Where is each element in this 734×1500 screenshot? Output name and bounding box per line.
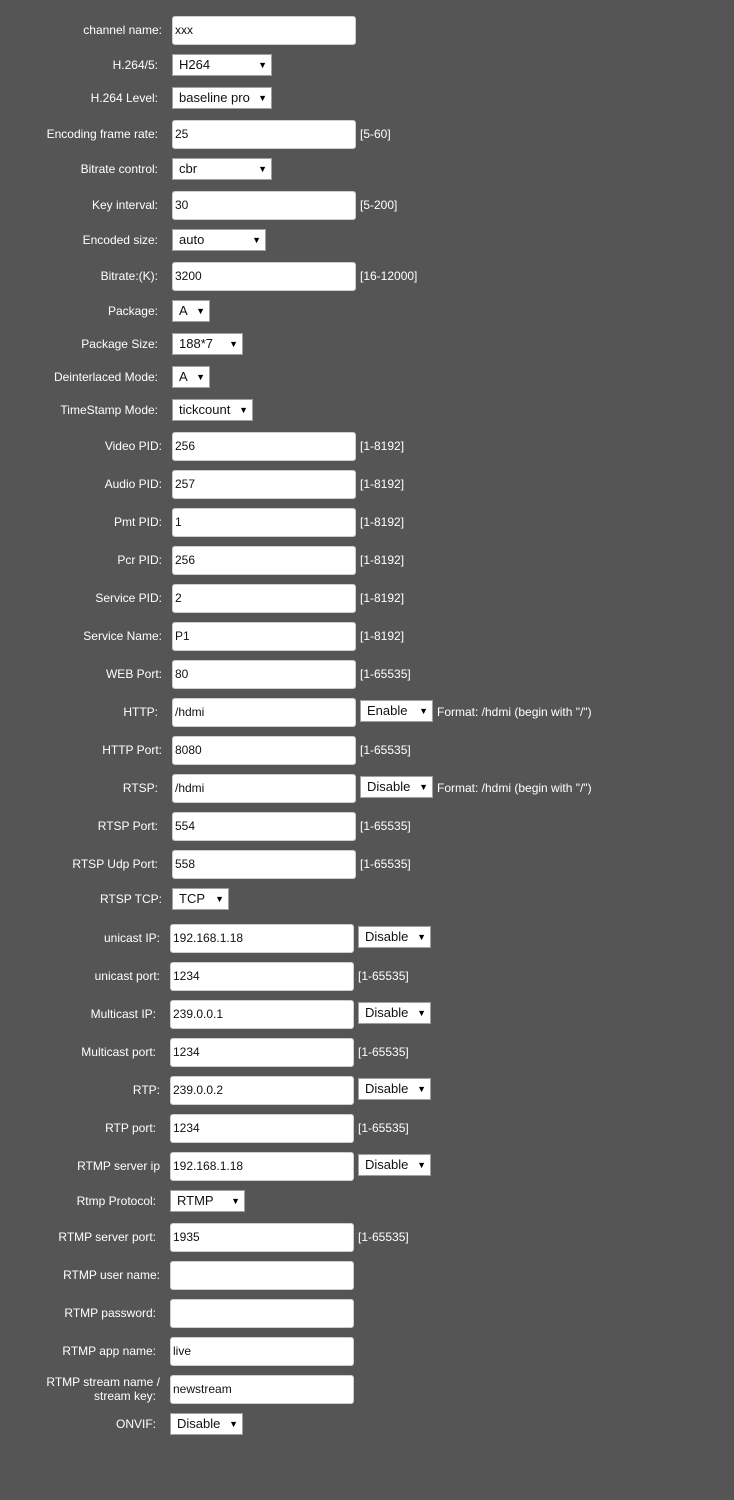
rtmp-protocol-select[interactable] bbox=[170, 1190, 245, 1212]
http-path-input[interactable]: /hdmi bbox=[172, 698, 356, 727]
unicast-port-label: unicast port: bbox=[94, 969, 160, 983]
dropdown-arrow-icon: ▼ bbox=[215, 894, 224, 904]
rtsp-udp-port-label: RTSP Udp Port: bbox=[72, 857, 158, 871]
encoding-frame-rate-label: Encoding frame rate: bbox=[46, 127, 158, 141]
bitrate-label: Bitrate:(K): bbox=[100, 269, 158, 283]
rtsp-tcp-select[interactable] bbox=[172, 888, 229, 910]
dropdown-arrow-icon: ▼ bbox=[229, 1419, 238, 1429]
h264-level-label: H.264 Level: bbox=[90, 91, 158, 105]
timestamp-mode-selected: tickcount bbox=[179, 402, 231, 417]
dropdown-arrow-icon: ▼ bbox=[239, 405, 248, 415]
pcr-pid-input[interactable]: 256 bbox=[172, 546, 356, 575]
encoded-size-selected: auto bbox=[179, 232, 205, 247]
multicast-ip-input[interactable]: 239.0.0.1 bbox=[170, 1000, 354, 1029]
audio-pid-input[interactable]: 257 bbox=[172, 470, 356, 499]
dropdown-arrow-icon: ▼ bbox=[196, 372, 205, 382]
dropdown-arrow-icon: ▼ bbox=[196, 306, 205, 316]
rtmp-protocol-label: Rtmp Protocol: bbox=[76, 1194, 156, 1208]
key-interval-range: [5-200] bbox=[360, 198, 398, 212]
dropdown-arrow-icon: ▼ bbox=[258, 93, 267, 103]
dropdown-arrow-icon: ▼ bbox=[258, 60, 267, 70]
key-interval-input[interactable]: 30 bbox=[172, 191, 356, 220]
audio-pid-range: [1-8192] bbox=[360, 477, 405, 491]
h264-level-select[interactable] bbox=[172, 87, 272, 109]
dropdown-arrow-icon: ▼ bbox=[419, 706, 428, 716]
dropdown-arrow-icon: ▼ bbox=[231, 1196, 240, 1206]
rtsp-tcp-selected: TCP bbox=[179, 891, 205, 906]
rtsp-format-hint: Format: /hdmi (begin with "/") bbox=[437, 781, 592, 795]
rtsp-label: RTSP: bbox=[122, 781, 158, 795]
rtmp-stream-name-label-line2: stream key: bbox=[93, 1389, 156, 1403]
rtp-enable-selected: Disable bbox=[365, 1081, 409, 1096]
onvif-label: ONVIF: bbox=[115, 1417, 156, 1431]
rtmp-protocol-selected: RTMP bbox=[177, 1193, 214, 1208]
rtsp-udp-port-range: [1-65535] bbox=[360, 857, 411, 871]
encoding-frame-rate-range: [5-60] bbox=[360, 127, 391, 141]
rtsp-port-input[interactable]: 554 bbox=[172, 812, 356, 841]
rtmp-password-input[interactable] bbox=[170, 1299, 354, 1328]
package-size-selected: 188*7 bbox=[179, 336, 213, 351]
rtmp-stream-name-input[interactable]: newstream bbox=[170, 1375, 354, 1404]
service-pid-label: Service PID: bbox=[95, 591, 162, 605]
service-name-label: Service Name: bbox=[83, 629, 162, 643]
unicast-ip-label: unicast IP: bbox=[103, 931, 160, 945]
multicast-enable-selected: Disable bbox=[365, 1005, 409, 1020]
rtmp-server-port-label: RTMP server port: bbox=[58, 1230, 156, 1244]
unicast-enable-selected: Disable bbox=[365, 929, 409, 944]
package-select[interactable] bbox=[172, 300, 210, 322]
unicast-port-range: [1-65535] bbox=[358, 969, 409, 983]
pcr-pid-label: Pcr PID: bbox=[117, 553, 162, 567]
video-pid-label: Video PID: bbox=[104, 439, 162, 453]
http-enable-select[interactable] bbox=[360, 700, 433, 722]
onvif-select[interactable] bbox=[170, 1413, 243, 1435]
http-enable-selected: Enable bbox=[367, 703, 408, 718]
timestamp-mode-select[interactable] bbox=[172, 399, 253, 421]
dropdown-arrow-icon: ▼ bbox=[419, 782, 428, 792]
encoded-size-select[interactable] bbox=[172, 229, 266, 251]
service-pid-range: [1-8192] bbox=[360, 591, 405, 605]
rtp-port-input[interactable]: 1234 bbox=[170, 1114, 354, 1143]
rtmp-password-label: RTMP password: bbox=[64, 1306, 156, 1320]
http-format-hint: Format: /hdmi (begin with "/") bbox=[437, 705, 592, 719]
audio-pid-label: Audio PID: bbox=[104, 477, 162, 491]
package-size-select[interactable] bbox=[172, 333, 243, 355]
h264-level-selected: baseline pro bbox=[179, 90, 250, 105]
video-pid-input[interactable]: 256 bbox=[172, 432, 356, 461]
web-port-range: [1-65535] bbox=[360, 667, 411, 681]
unicast-port-input[interactable]: 1234 bbox=[170, 962, 354, 991]
bitrate-control-selected: cbr bbox=[179, 161, 198, 176]
multicast-ip-label: Multicast IP: bbox=[90, 1007, 156, 1021]
deinterlaced-mode-selected: A bbox=[179, 369, 188, 384]
rtsp-port-range: [1-65535] bbox=[360, 819, 411, 833]
http-label: HTTP: bbox=[123, 705, 158, 719]
rtp-enable-select[interactable] bbox=[358, 1078, 431, 1100]
rtsp-path-input[interactable]: /hdmi bbox=[172, 774, 356, 803]
http-port-input[interactable]: 8080 bbox=[172, 736, 356, 765]
rtmp-enable-select[interactable] bbox=[358, 1154, 431, 1176]
unicast-ip-input[interactable]: 192.168.1.18 bbox=[170, 924, 354, 953]
service-pid-input[interactable]: 2 bbox=[172, 584, 356, 613]
rtsp-port-label: RTSP Port: bbox=[97, 819, 158, 833]
dropdown-arrow-icon: ▼ bbox=[417, 932, 426, 942]
rtmp-user-name-label: RTMP user name: bbox=[63, 1268, 160, 1282]
rtp-port-label: RTP port: bbox=[105, 1121, 156, 1135]
h264-5-label: H.264/5: bbox=[112, 58, 158, 72]
onvif-selected: Disable bbox=[177, 1416, 221, 1431]
pmt-pid-label: Pmt PID: bbox=[113, 515, 162, 529]
channel-name-input[interactable]: xxx bbox=[172, 16, 356, 45]
service-name-input[interactable]: P1 bbox=[172, 622, 356, 651]
dropdown-arrow-icon: ▼ bbox=[417, 1160, 426, 1170]
video-pid-range: [1-8192] bbox=[360, 439, 405, 453]
multicast-port-input[interactable]: 1234 bbox=[170, 1038, 354, 1067]
deinterlaced-mode-select[interactable] bbox=[172, 366, 210, 388]
bitrate-control-select[interactable] bbox=[172, 158, 272, 180]
pmt-pid-input[interactable]: 1 bbox=[172, 508, 356, 537]
web-port-label: WEB Port: bbox=[105, 667, 162, 681]
h264-5-select[interactable] bbox=[172, 54, 272, 76]
pmt-pid-range: [1-8192] bbox=[360, 515, 405, 529]
rtmp-user-name-input[interactable] bbox=[170, 1261, 354, 1290]
dropdown-arrow-icon: ▼ bbox=[417, 1084, 426, 1094]
encoded-size-label: Encoded size: bbox=[82, 233, 158, 247]
rtmp-server-port-range: [1-65535] bbox=[358, 1230, 409, 1244]
rtmp-app-name-label: RTMP app name: bbox=[62, 1344, 156, 1358]
deinterlaced-mode-label: Deinterlaced Mode: bbox=[53, 370, 158, 384]
channel-name-label: channel name: bbox=[83, 23, 162, 37]
rtp-port-range: [1-65535] bbox=[358, 1121, 409, 1135]
package-size-label: Package Size: bbox=[81, 337, 158, 351]
bitrate-range: [16-12000] bbox=[360, 269, 418, 283]
dropdown-arrow-icon: ▼ bbox=[252, 235, 261, 245]
pcr-pid-range: [1-8192] bbox=[360, 553, 405, 567]
encoding-frame-rate-input[interactable]: 25 bbox=[172, 120, 356, 149]
timestamp-mode-label: TimeStamp Mode: bbox=[60, 403, 158, 417]
rtp-ip-input[interactable]: 239.0.0.2 bbox=[170, 1076, 354, 1105]
rtmp-server-ip-label: RTMP server ip bbox=[77, 1159, 160, 1173]
rtmp-enable-selected: Disable bbox=[365, 1157, 409, 1172]
service-name-range: [1-8192] bbox=[360, 629, 405, 643]
http-port-label: HTTP Port: bbox=[102, 743, 162, 757]
rtsp-enable-selected: Disable bbox=[367, 779, 411, 794]
bitrate-control-label: Bitrate control: bbox=[80, 162, 158, 176]
multicast-port-label: Multicast port: bbox=[81, 1045, 156, 1059]
rtsp-tcp-label: RTSP TCP: bbox=[99, 892, 162, 906]
rtsp-udp-port-input[interactable]: 558 bbox=[172, 850, 356, 879]
rtmp-stream-name-label-line1: RTMP stream name / bbox=[46, 1375, 160, 1389]
multicast-enable-select[interactable] bbox=[358, 1002, 431, 1024]
dropdown-arrow-icon: ▼ bbox=[417, 1008, 426, 1018]
unicast-enable-select[interactable] bbox=[358, 926, 431, 948]
package-label: Package: bbox=[107, 304, 158, 318]
key-interval-label: Key interval: bbox=[91, 198, 158, 212]
rtmp-app-name-input[interactable]: live bbox=[170, 1337, 354, 1366]
h264-5-selected: H264 bbox=[179, 57, 211, 72]
dropdown-arrow-icon: ▼ bbox=[258, 164, 267, 174]
rtp-label: RTP: bbox=[132, 1083, 160, 1097]
bitrate-input[interactable]: 3200 bbox=[172, 262, 356, 291]
rtmp-server-ip-input[interactable]: 192.168.1.18 bbox=[170, 1152, 354, 1181]
package-selected: A bbox=[179, 303, 188, 318]
rtsp-enable-select[interactable] bbox=[360, 776, 433, 798]
multicast-port-range: [1-65535] bbox=[358, 1045, 409, 1059]
dropdown-arrow-icon: ▼ bbox=[229, 339, 238, 349]
rtmp-server-port-input[interactable]: 1935 bbox=[170, 1223, 354, 1252]
http-port-range: [1-65535] bbox=[360, 743, 411, 757]
web-port-input[interactable]: 80 bbox=[172, 660, 356, 689]
